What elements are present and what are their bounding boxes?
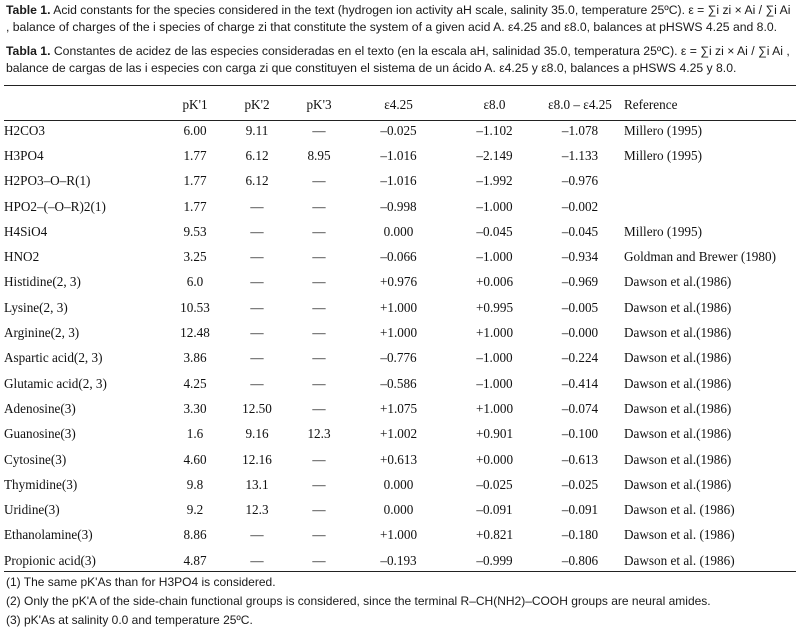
diff-cell: –0.005 [561, 299, 599, 315]
header-diff: ε8.0 – ε4.25 [548, 97, 612, 112]
pk1-cell: 1.77 [183, 173, 207, 189]
pk3-cell: — [312, 476, 326, 492]
pk2-cell: 13.1 [245, 476, 269, 492]
pk2-cell: 6.12 [245, 173, 269, 189]
pk1-cell: 6.0 [186, 274, 204, 290]
pk2-cell: — [250, 552, 264, 568]
pk3-cell: — [312, 400, 326, 416]
reference-cell: Dawson et al.(1986) [624, 299, 732, 315]
header-pk1: pK'1 [182, 97, 208, 112]
species-cell: H3PO4 [4, 147, 44, 163]
e80-cell: +1.000 [475, 325, 514, 341]
pk2-cell: — [250, 325, 264, 341]
diff-cell: –0.934 [561, 249, 599, 265]
e80-cell: +0.006 [475, 274, 514, 290]
e425-cell: –0.066 [380, 249, 417, 265]
pk2-cell: — [250, 249, 264, 265]
pk1-cell: 4.25 [183, 375, 207, 391]
caption-en-text: Acid constants for the species considered in the text (hydrogen ion activity aH scale, salinity 35.0, temperature 25ºC). ε = ∑i zi × Ai / ∑i Ai , balance of charges of the i species of charge zi that constitute the system of a given acid A. ε4.25 and ε8.0, balances at pHSWS 4.25 and 8.0. [6, 3, 791, 34]
footnote-1: (1) The same pK'As than for H3PO4 is considered. [6, 575, 276, 589]
table-row [4, 143, 800, 168]
species-cell: Propionic acid(3) [4, 552, 96, 568]
pk3-cell: — [312, 451, 326, 467]
reference-cell: Dawson et al.(1986) [624, 325, 732, 341]
diff-cell: –0.091 [561, 502, 599, 518]
pk1-cell: 10.53 [180, 299, 210, 315]
e425-cell: 0.000 [383, 476, 414, 492]
species-cell: Ethanolamine(3) [4, 527, 93, 543]
pk1-cell: 3.86 [183, 350, 207, 366]
pk1-cell: 1.77 [183, 147, 207, 163]
pk2-cell: — [250, 198, 264, 214]
reference-cell: Dawson et al.(1986) [624, 451, 732, 467]
e80-cell: –1.000 [476, 198, 513, 214]
e80-cell: –1.992 [476, 173, 513, 189]
pk3-cell: — [312, 527, 326, 543]
e425-cell: –0.193 [380, 552, 417, 568]
header-e80: ε8.0 [483, 97, 506, 112]
pk3-cell: — [312, 375, 326, 391]
species-cell: Histidine(2, 3) [4, 274, 81, 290]
species-cell: Aspartic acid(2, 3) [4, 350, 103, 366]
pk1-cell: 6.00 [183, 122, 207, 138]
pk2-cell: 6.12 [245, 147, 269, 163]
e80-cell: +0.995 [475, 299, 514, 315]
e425-cell: +1.000 [379, 325, 418, 341]
pk1-cell: 1.6 [186, 426, 204, 442]
pk2-cell: — [250, 375, 264, 391]
pk3-cell: — [312, 502, 326, 518]
reference-cell [618, 194, 800, 219]
pk1-cell: 12.48 [180, 325, 210, 341]
caption-es-text: Constantes de acidez de las especies consideradas en el texto (en la escala aH, salinidad 35.0, temperatura 25ºC). ε = ∑i zi × Ai / ∑i Ai , balance de cargas de las i especies con carga zi que constituyen el sistema de un ácido A. ε4.25 y ε8.0, balances a pHSWS 4.25 y 8.0. [6, 44, 790, 75]
e425-cell: +0.613 [379, 451, 418, 467]
pk2-cell: 9.16 [245, 426, 269, 442]
footnote-3: (3) pK'As at salinity 0.0 and temperature 25ºC. [6, 613, 253, 627]
header-pk3: pK'3 [306, 97, 332, 112]
e80-cell: –1.000 [476, 375, 513, 391]
diff-cell: –0.180 [561, 527, 599, 543]
header-pk2: pK'2 [244, 97, 270, 112]
pk1-cell: 9.53 [183, 223, 207, 239]
table-row [4, 548, 800, 573]
pk1-cell: 4.60 [183, 451, 207, 467]
reference-cell: Dawson et al.(1986) [624, 274, 732, 290]
e425-cell: –1.016 [380, 147, 417, 163]
table-row [4, 447, 800, 472]
pk2-cell: — [250, 223, 264, 239]
pk2-cell: — [250, 274, 264, 290]
diff-cell: –0.100 [561, 426, 599, 442]
e425-cell: +1.000 [379, 299, 418, 315]
pk3-cell: — [312, 223, 326, 239]
header-e425: ε4.25 [384, 97, 413, 112]
table-row [4, 219, 800, 244]
table-row [4, 472, 800, 497]
reference-cell: Dawson et al. (1986) [624, 552, 735, 568]
diff-cell: –0.002 [561, 198, 599, 214]
pk3-cell: — [312, 198, 326, 214]
e425-cell: –0.998 [380, 198, 417, 214]
e80-cell: –2.149 [476, 147, 513, 163]
table-row [4, 320, 800, 345]
diff-cell: –0.025 [561, 476, 599, 492]
e425-cell: +1.002 [379, 426, 418, 442]
pk1-cell: 4.87 [183, 552, 207, 568]
caption-es-label: Tabla 1. [6, 44, 51, 58]
e80-cell: +0.821 [475, 527, 514, 543]
acid-constants-table [4, 92, 800, 573]
reference-cell: Dawson et al. (1986) [624, 527, 735, 543]
reference-cell [618, 169, 800, 194]
table-top-rule [4, 85, 796, 86]
e80-cell: –1.000 [476, 249, 513, 265]
header-reference: Reference [624, 97, 678, 112]
species-cell: HPO2–(–O–R)2(1) [4, 198, 106, 214]
diff-cell: –0.414 [561, 375, 599, 391]
pk3-cell: — [312, 173, 326, 189]
species-cell: Lysine(2, 3) [4, 299, 68, 315]
table-body [4, 118, 800, 573]
e425-cell: –0.776 [380, 350, 417, 366]
species-cell: H4SiO4 [4, 223, 48, 239]
table-row [4, 346, 800, 371]
diff-cell: –0.976 [561, 173, 599, 189]
pk3-cell: — [312, 122, 326, 138]
e425-cell: –1.016 [380, 173, 417, 189]
e425-cell: 0.000 [383, 502, 414, 518]
pk2-cell: — [250, 350, 264, 366]
table-row [4, 194, 800, 219]
diff-cell: –0.224 [561, 350, 599, 366]
table-row [4, 497, 800, 522]
pk2-cell: 12.3 [245, 502, 269, 518]
species-cell: Arginine(2, 3) [4, 325, 80, 341]
pk3-cell: 12.3 [307, 426, 331, 442]
e425-cell: +1.000 [379, 527, 418, 543]
species-cell: H2CO3 [4, 122, 46, 138]
table-row [4, 169, 800, 194]
pk1-cell: 8.86 [183, 527, 207, 543]
table-row [4, 244, 800, 269]
reference-cell: Millero (1995) [624, 223, 703, 239]
species-cell: H2PO3–O–R(1) [4, 173, 91, 189]
table-row [4, 295, 800, 320]
e80-cell: –1.102 [476, 122, 513, 138]
reference-cell: Dawson et al.(1986) [624, 375, 732, 391]
diff-cell: –0.000 [561, 325, 599, 341]
e425-cell: 0.000 [383, 223, 414, 239]
table-row [4, 270, 800, 295]
e80-cell: –0.025 [476, 476, 513, 492]
e425-cell: +1.075 [379, 400, 418, 416]
species-cell: Guanosine(3) [4, 426, 76, 442]
reference-cell: Dawson et al. (1986) [624, 502, 735, 518]
pk3-cell: — [312, 249, 326, 265]
diff-cell: –0.613 [561, 451, 599, 467]
caption-en-label: Table 1. [6, 3, 51, 17]
pk1-cell: 3.25 [183, 249, 207, 265]
diff-cell: –0.074 [561, 400, 599, 416]
table-header-row [4, 92, 800, 118]
pk2-cell: — [250, 299, 264, 315]
species-cell: Cytosine(3) [4, 451, 67, 467]
table-row [4, 422, 800, 447]
caption-english [6, 2, 794, 36]
diff-cell: –1.133 [561, 147, 599, 163]
pk2-cell: 9.11 [245, 122, 269, 138]
pk2-cell: 12.50 [242, 400, 272, 416]
species-cell: Adenosine(3) [4, 400, 76, 416]
e425-cell: –0.586 [380, 375, 417, 391]
species-cell: Thymidine(3) [4, 476, 78, 492]
e80-cell: +1.000 [475, 400, 514, 416]
pk1-cell: 3.30 [183, 400, 207, 416]
table-row [4, 118, 800, 143]
pk1-cell: 9.8 [186, 476, 204, 492]
reference-cell: Goldman and Brewer (1980) [624, 249, 776, 265]
table-row [4, 396, 800, 421]
reference-cell: Dawson et al.(1986) [624, 350, 732, 366]
header-species [4, 92, 164, 118]
table-row [4, 371, 800, 396]
pk3-cell: — [312, 350, 326, 366]
species-cell: Uridine(3) [4, 502, 60, 518]
diff-cell: –1.078 [561, 122, 599, 138]
pk1-cell: 9.2 [186, 502, 204, 518]
reference-cell: Millero (1995) [624, 147, 703, 163]
pk2-cell: — [250, 527, 264, 543]
e80-cell: –1.000 [476, 350, 513, 366]
diff-cell: –0.045 [561, 223, 599, 239]
reference-cell: Millero (1995) [624, 122, 703, 138]
pk2-cell: 12.16 [242, 451, 272, 467]
pk3-cell: — [312, 552, 326, 568]
footnote-2: (2) Only the pK'A of the side-chain functional groups is considered, since the terminal R–CH(NH2)–COOH groups are neural amides. [6, 594, 711, 608]
reference-cell: Dawson et al.(1986) [624, 476, 732, 492]
pk1-cell: 1.77 [183, 198, 207, 214]
e425-cell: –0.025 [380, 122, 417, 138]
e80-cell: +0.000 [475, 451, 514, 467]
e80-cell: –0.045 [476, 223, 513, 239]
diff-cell: –0.969 [561, 274, 599, 290]
e80-cell: –0.999 [476, 552, 513, 568]
e80-cell: –0.091 [476, 502, 513, 518]
reference-cell: Dawson et al.(1986) [624, 426, 732, 442]
e80-cell: +0.901 [475, 426, 514, 442]
pk3-cell: 8.95 [307, 147, 331, 163]
pk3-cell: — [312, 299, 326, 315]
pk3-cell: — [312, 274, 326, 290]
table-row [4, 523, 800, 548]
e425-cell: +0.976 [379, 274, 418, 290]
species-cell: Glutamic acid(2, 3) [4, 375, 107, 391]
species-cell: HNO2 [4, 249, 40, 265]
pk3-cell: — [312, 325, 326, 341]
diff-cell: –0.806 [561, 552, 599, 568]
reference-cell: Dawson et al.(1986) [624, 400, 732, 416]
caption-spanish [6, 43, 794, 77]
